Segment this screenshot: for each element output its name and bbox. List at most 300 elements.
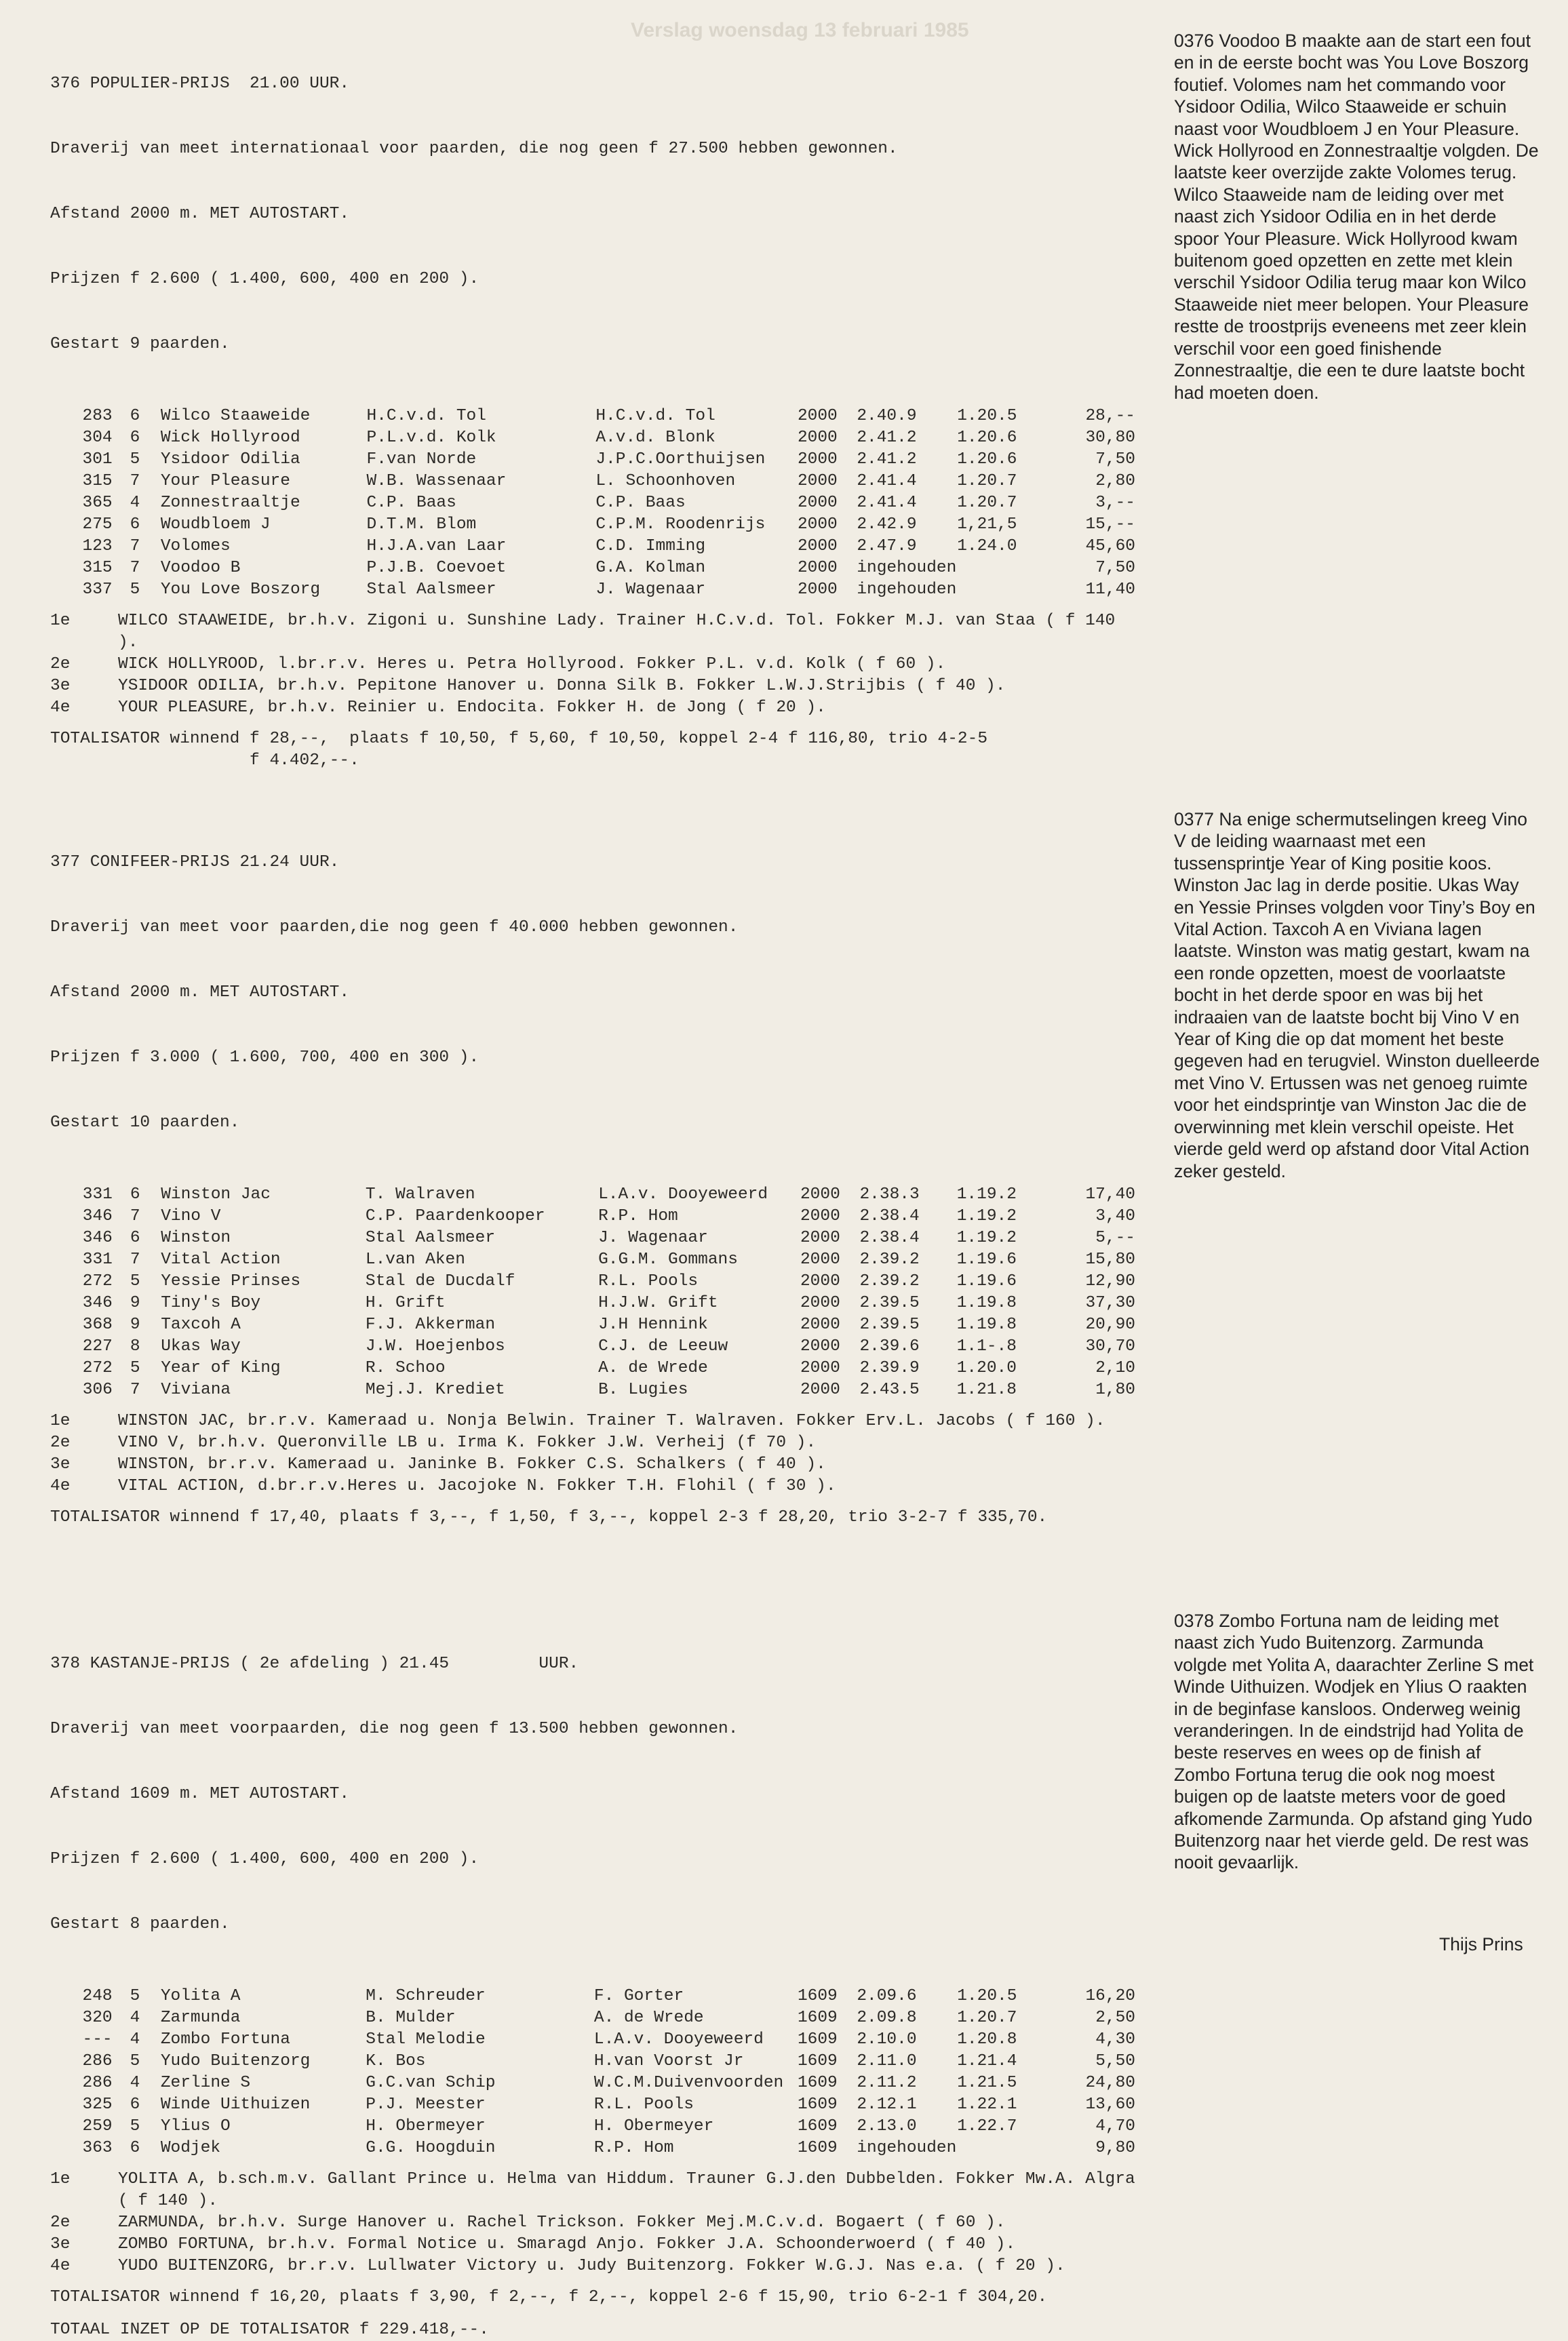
km-time bbox=[957, 579, 1055, 601]
driver: B. Mulder bbox=[366, 2009, 456, 2027]
placing-line bbox=[50, 697, 1135, 719]
horse-name: Ysidoor Odilia bbox=[160, 450, 300, 469]
odds: 3,-- bbox=[1095, 494, 1135, 512]
driver: L.van Aken bbox=[365, 1251, 465, 1269]
driver: W.B. Wassenaar bbox=[366, 472, 507, 490]
distance: 2000 bbox=[800, 1359, 840, 1377]
placing-details: YSIDOOR ODILIA, br.h.v. Pepitone Hanover u. Donna Silk B. Fokker L.W.J.Strijbis ( f 40 ). bbox=[118, 677, 1006, 695]
placing-line bbox=[50, 2169, 1135, 2212]
race-number-prev: 365 bbox=[82, 494, 113, 512]
driver: H. Grift bbox=[365, 1294, 446, 1312]
race-starters: Gestart 9 paarden. bbox=[50, 335, 230, 353]
trainer: H. Obermeyer bbox=[593, 2117, 714, 2136]
result-row bbox=[50, 449, 1135, 471]
result-row bbox=[50, 406, 1135, 427]
post-position: 4 bbox=[130, 494, 140, 512]
result-row bbox=[50, 2029, 1135, 2051]
horse-name: You Love Boszorg bbox=[160, 581, 321, 599]
result-row bbox=[50, 557, 1135, 579]
driver: P.J.B. Coevoet bbox=[366, 559, 507, 577]
driver: K. Bos bbox=[366, 2052, 426, 2070]
driver: Stal Melodie bbox=[366, 2030, 486, 2049]
result-row bbox=[50, 514, 1135, 536]
odds: 5,-- bbox=[1095, 1229, 1135, 1247]
km-time: 1.20.6 bbox=[957, 450, 1017, 469]
result-row bbox=[50, 1227, 1135, 1249]
trainer: W.C.M.Duivenvoorden bbox=[593, 2074, 784, 2092]
distance: 2000 bbox=[800, 1381, 840, 1399]
placing-line bbox=[50, 1411, 1135, 1432]
post-position: 7 bbox=[130, 472, 140, 490]
distance: 2000 bbox=[797, 407, 838, 425]
result-row bbox=[50, 1184, 1135, 1206]
driver: C.P. Baas bbox=[366, 494, 456, 512]
distance: 2000 bbox=[800, 1294, 840, 1312]
distance: 2000 bbox=[797, 581, 838, 599]
distance: 2000 bbox=[797, 494, 838, 512]
race-number-prev: 368 bbox=[82, 1316, 113, 1334]
distance: 2000 bbox=[800, 1251, 840, 1269]
totalisator: TOTALISATOR winnend f 28,--, plaats f 10,50, f 5,60, f 10,50, koppel 2-4 f 116,80, trio 4-2-5 f 4.402,--. bbox=[50, 730, 988, 770]
race-title: 378 KASTANJE-PRIJS ( 2e afdeling ) 21.45 UUR. bbox=[50, 1655, 579, 1673]
placing-details: ZARMUNDA, br.h.v. Surge Hanover u. Rachel Trickson. Fokker Mej.M.C.v.d. Bogaert ( f 60 ). bbox=[118, 2214, 1006, 2232]
driver: Stal Aalsmeer bbox=[366, 581, 496, 599]
race-number-prev: 248 bbox=[82, 1987, 113, 2005]
finish-time: 2.41.2 bbox=[857, 450, 917, 469]
odds: 45,60 bbox=[1085, 537, 1135, 555]
result-row bbox=[50, 1293, 1135, 1314]
finish-time: 2.41.4 bbox=[857, 472, 917, 490]
race-conditions: Draverij van meet internationaal voor paarden, die nog geen f 27.500 hebben gewonnen. bbox=[50, 140, 898, 158]
horse-name: Ylius O bbox=[160, 2117, 231, 2136]
odds: 11,40 bbox=[1085, 581, 1135, 599]
race-378 bbox=[50, 1610, 1135, 2341]
distance: 1609 bbox=[797, 2096, 838, 2114]
distance: 1609 bbox=[797, 2030, 838, 2049]
km-time: 1.19.2 bbox=[956, 1207, 1017, 1225]
race-number-prev: 315 bbox=[82, 559, 113, 577]
finish-time: 2.43.5 bbox=[859, 1381, 920, 1399]
distance: 2000 bbox=[800, 1337, 840, 1356]
race-header bbox=[50, 30, 1135, 399]
placing-rank: 4e bbox=[50, 1477, 71, 1495]
race-title: 377 CONIFEER-PRIJS 21.24 UUR. bbox=[50, 853, 340, 871]
km-time: 1.20.7 bbox=[957, 2009, 1017, 2027]
race-prizes: Prijzen f 3.000 ( 1.600, 700, 400 en 300 ). bbox=[50, 1048, 479, 1067]
odds: 2,10 bbox=[1095, 1359, 1135, 1377]
race-distance: Afstand 2000 m. MET AUTOSTART. bbox=[50, 205, 350, 223]
driver: Stal de Ducdalf bbox=[365, 1272, 515, 1291]
driver: R. Schoo bbox=[365, 1359, 446, 1377]
post-position: 5 bbox=[130, 1272, 140, 1291]
placing-line bbox=[50, 2256, 1135, 2277]
placing-details: WINSTON JAC, br.r.v. Kameraad u. Nonja Belwin. Trainer T. Walraven. Fokker Erv.L. Jacobs ( f 160 ). bbox=[118, 1412, 1105, 1430]
placing-line bbox=[50, 654, 1135, 675]
trainer: F. Gorter bbox=[593, 1987, 684, 2005]
horse-name: Yessie Prinses bbox=[161, 1272, 301, 1291]
post-position: 4 bbox=[130, 2009, 140, 2027]
trainer: R.P. Hom bbox=[598, 1207, 678, 1225]
race-number-prev: 286 bbox=[82, 2074, 113, 2092]
post-position: 6 bbox=[130, 429, 140, 447]
result-row bbox=[50, 2007, 1135, 2029]
driver: Mej.J. Krediet bbox=[365, 1381, 505, 1399]
result-row bbox=[50, 1358, 1135, 1379]
km-time bbox=[957, 2138, 1055, 2159]
odds: 16,20 bbox=[1085, 1987, 1135, 2005]
km-time: 1.20.8 bbox=[957, 2030, 1017, 2049]
placing-rank: 3e bbox=[50, 677, 71, 695]
finish-time: 2.38.3 bbox=[859, 1185, 920, 1204]
km-time: 1.22.1 bbox=[957, 2096, 1017, 2114]
finish-time: ingehouden bbox=[857, 559, 957, 577]
odds: 7,50 bbox=[1095, 559, 1135, 577]
odds: 24,80 bbox=[1085, 2074, 1135, 2092]
horse-name: Volomes bbox=[160, 537, 231, 555]
race-number-prev: 272 bbox=[82, 1272, 113, 1291]
horse-name: Winston Jac bbox=[161, 1185, 271, 1204]
result-row bbox=[50, 2072, 1135, 2094]
race-number-prev: 363 bbox=[82, 2139, 113, 2157]
odds: 7,50 bbox=[1095, 450, 1135, 469]
placing-line bbox=[50, 2234, 1135, 2256]
placing-details: YUDO BUITENZORG, br.r.v. Lullwater Victory u. Judy Buitenzorg. Fokker W.G.J. Nas e.a. ( f 20 ). bbox=[118, 2257, 1065, 2275]
placing-line bbox=[50, 1476, 1135, 1497]
race-comment-378: 0378 Zombo Fortuna nam de leiding met naast zich Yudo Buitenzorg. Zarmunda volgde met Yolita A, daarachter Zerline S met Winde Uithuizen. Wodjek en Ylius O raakten in de beginfase kansloos. Onderweg weinig veranderingen. In de eindstrijd had Yolita de beste reserves en wees op de finish af Zombo Fortuna terug die ook nog moest buigen op de laatste meters voor de goed afkomende Zarmunda. Op afstand ging Yudo Buitenzorg naar het vierde geld. De rest was nooit gevaarlijk. bbox=[1174, 1611, 1534, 1873]
odds: 2,50 bbox=[1095, 2009, 1135, 2027]
finish-time: ingehouden bbox=[857, 2139, 957, 2157]
driver: J.W. Hoejenbos bbox=[365, 1337, 505, 1356]
race-comment-377: 0377 Na enige schermutselingen kreeg Vino V de leiding waarnaast met een tussensprintje Year of King positie koos. Winston Jac lag in derde positie. Ukas Way en Yessie Prinses volgden voor Tiny’s Boy en Vital Action. Taxcoh A en Viviana lagen laatste. Winston was matig gestart, kwam na een ronde opzetten, moest de voorlaatste bocht in het derde spoor en was bij het indraaien van de laatste bocht bij Vino V en Year of King die op dat moment het beste gegeven had en terugviel. Winston duelleerde met Vino V. Ertussen was net genoeg ruimte voor het eindsprintje van Winston Jac die de overwinning met klein verschil opeiste. Het vierde geld werd op afstand door Vital Action zeker gesteld. bbox=[1174, 809, 1540, 1181]
post-position: 7 bbox=[130, 559, 140, 577]
result-row bbox=[50, 536, 1135, 557]
km-time: 1.19.2 bbox=[956, 1185, 1017, 1204]
trainer: C.J. de Leeuw bbox=[598, 1337, 728, 1356]
distance: 1609 bbox=[797, 2139, 838, 2157]
odds: 4,30 bbox=[1095, 2030, 1135, 2049]
total-stake: TOTAAL INZET OP DE TOTALISATOR f 229.418,--. bbox=[50, 2321, 489, 2339]
driver: P.J. Meester bbox=[366, 2096, 486, 2114]
km-time: 1.19.6 bbox=[956, 1251, 1017, 1269]
distance: 2000 bbox=[800, 1185, 840, 1204]
odds: 37,30 bbox=[1085, 1294, 1135, 1312]
distance: 2000 bbox=[797, 450, 838, 469]
finish-time: 2.39.2 bbox=[859, 1251, 920, 1269]
post-position: 9 bbox=[130, 1316, 140, 1334]
finish-time: 2.11.0 bbox=[857, 2052, 917, 2070]
race-number-prev: 346 bbox=[82, 1207, 113, 1225]
driver: C.P. Paardenkooper bbox=[365, 1207, 545, 1225]
post-position: 6 bbox=[130, 2139, 140, 2157]
finish-time: 2.39.6 bbox=[859, 1337, 920, 1356]
trainer: C.P. Baas bbox=[595, 494, 686, 512]
finish-time: 2.39.5 bbox=[859, 1316, 920, 1334]
distance: 1609 bbox=[797, 1987, 838, 2005]
race-prizes: Prijzen f 2.600 ( 1.400, 600, 400 en 200 ). bbox=[50, 1850, 479, 1868]
distance: 2000 bbox=[797, 429, 838, 447]
race-header bbox=[50, 808, 1135, 1177]
race-number-prev: 259 bbox=[82, 2117, 113, 2136]
race-number-prev: 272 bbox=[82, 1359, 113, 1377]
trainer: G.A. Kolman bbox=[595, 559, 706, 577]
driver: P.L.v.d. Kolk bbox=[366, 429, 496, 447]
post-position: 5 bbox=[130, 450, 140, 469]
horse-name: Woudbloem J bbox=[160, 515, 271, 534]
placing-line bbox=[50, 610, 1135, 654]
race-number-prev: 286 bbox=[82, 2052, 113, 2070]
finish-time: 2.09.8 bbox=[857, 2009, 917, 2027]
finish-time: 2.39.5 bbox=[859, 1294, 920, 1312]
placing-details: ZOMBO FORTUNA, br.h.v. Formal Notice u. Smaragd Anjo. Fokker J.A. Schoonderwoerd ( f 40 ). bbox=[118, 2235, 1016, 2254]
trainer: G.G.M. Gommans bbox=[598, 1251, 738, 1269]
race-number-prev: 123 bbox=[82, 537, 113, 555]
driver: F.J. Akkerman bbox=[365, 1316, 496, 1334]
placing-rank: 4e bbox=[50, 699, 71, 717]
odds: 15,-- bbox=[1085, 515, 1135, 534]
km-time: 1.1-.8 bbox=[956, 1337, 1017, 1356]
trainer: R.L. Pools bbox=[593, 2096, 694, 2114]
result-row bbox=[50, 2116, 1135, 2138]
horse-name: Winston bbox=[161, 1229, 231, 1247]
placing-line bbox=[50, 2212, 1135, 2234]
km-time: 1.19.8 bbox=[956, 1294, 1017, 1312]
placing-line bbox=[50, 1454, 1135, 1476]
placing-details: YOLITA A, b.sch.m.v. Gallant Prince u. Helma van Hiddum. Trauner G.J.den Dubbelden. Fokker Mw.A. Algra ( f 140 ). bbox=[118, 2170, 1135, 2210]
race-number-prev: 301 bbox=[82, 450, 113, 469]
post-position: 5 bbox=[130, 1359, 140, 1377]
finish-time: 2.47.9 bbox=[857, 537, 917, 555]
km-time bbox=[957, 557, 1055, 579]
author-signature: Thijs Prins bbox=[1439, 1934, 1523, 1954]
placing-rank: 2e bbox=[50, 1434, 71, 1452]
trainer: J. Wagenaar bbox=[595, 581, 706, 599]
results-table bbox=[50, 406, 1135, 601]
driver: M. Schreuder bbox=[366, 1987, 486, 2005]
race-number-prev: 346 bbox=[82, 1294, 113, 1312]
result-row bbox=[50, 1314, 1135, 1336]
race-starters: Gestart 8 paarden. bbox=[50, 1915, 230, 1933]
result-row bbox=[50, 2138, 1135, 2159]
odds: 17,40 bbox=[1085, 1185, 1135, 1204]
post-position: 7 bbox=[130, 1381, 140, 1399]
driver: D.T.M. Blom bbox=[366, 515, 477, 534]
odds: 28,-- bbox=[1085, 407, 1135, 425]
finish-time: 2.39.2 bbox=[859, 1272, 920, 1291]
distance: 1609 bbox=[797, 2009, 838, 2027]
placing-rank: 2e bbox=[50, 655, 71, 673]
race-number-prev: 346 bbox=[82, 1229, 113, 1247]
finish-time: 2.13.0 bbox=[857, 2117, 917, 2136]
result-row bbox=[50, 1271, 1135, 1293]
placing-details: VITAL ACTION, d.br.r.v.Heres u. Jacojoke N. Fokker T.H. Flohil ( f 30 ). bbox=[118, 1477, 836, 1495]
results-table bbox=[50, 1184, 1135, 1401]
placing-rank: 3e bbox=[50, 2235, 71, 2254]
placing-line bbox=[50, 675, 1135, 697]
km-time: 1.22.7 bbox=[957, 2117, 1017, 2136]
trainer: A. de Wrede bbox=[593, 2009, 704, 2027]
horse-name: Voodoo B bbox=[160, 559, 241, 577]
odds: 3,40 bbox=[1095, 1207, 1135, 1225]
result-row bbox=[50, 2051, 1135, 2072]
finish-time: 2.38.4 bbox=[859, 1229, 920, 1247]
post-position: 5 bbox=[130, 2052, 140, 2070]
race-number-prev: 315 bbox=[82, 472, 113, 490]
race-number-prev: 227 bbox=[82, 1337, 113, 1356]
race-number-prev: --- bbox=[82, 2030, 113, 2049]
odds: 5,50 bbox=[1095, 2052, 1135, 2070]
trainer: R.P. Hom bbox=[593, 2139, 674, 2157]
finish-time: 2.12.1 bbox=[857, 2096, 917, 2114]
distance: 2000 bbox=[797, 472, 838, 490]
finish-time: 2.39.9 bbox=[859, 1359, 920, 1377]
post-position: 4 bbox=[130, 2030, 140, 2049]
trainer: L.A.v. Dooyeweerd bbox=[593, 2030, 764, 2049]
placings bbox=[50, 1411, 1135, 1497]
race-number-prev: 331 bbox=[82, 1251, 113, 1269]
trainer: R.L. Pools bbox=[598, 1272, 699, 1291]
odds: 20,90 bbox=[1085, 1316, 1135, 1334]
race-number-prev: 283 bbox=[82, 407, 113, 425]
distance: 2000 bbox=[797, 559, 838, 577]
horse-name: Year of King bbox=[161, 1359, 281, 1377]
placing-rank: 1e bbox=[50, 2170, 71, 2188]
finish-time: 2.40.9 bbox=[857, 407, 917, 425]
post-position: 5 bbox=[130, 1987, 140, 2005]
km-time: 1.19.6 bbox=[956, 1272, 1017, 1291]
finish-time: 2.42.9 bbox=[857, 515, 917, 534]
placing-details: WICK HOLLYROOD, l.br.r.v. Heres u. Petra Hollyrood. Fokker P.L. v.d. Kolk ( f 60 ). bbox=[118, 655, 946, 673]
odds: 4,70 bbox=[1095, 2117, 1135, 2136]
finish-time: 2.11.2 bbox=[857, 2074, 917, 2092]
trainer: L. Schoonhoven bbox=[595, 472, 736, 490]
km-time: 1.19.2 bbox=[956, 1229, 1017, 1247]
result-row bbox=[50, 2094, 1135, 2116]
finish-time: 2.38.4 bbox=[859, 1207, 920, 1225]
race-number-prev: 304 bbox=[82, 429, 113, 447]
race-number-prev: 325 bbox=[82, 2096, 113, 2114]
finish-time: 2.10.0 bbox=[857, 2030, 917, 2049]
horse-name: Wilco Staaweide bbox=[160, 407, 311, 425]
totalisator: TOTALISATOR winnend f 16,20, plaats f 3,90, f 2,--, f 2,--, koppel 2-6 f 15,90, trio 6-2-1 f 304,20. bbox=[50, 2288, 1048, 2306]
result-row bbox=[50, 1336, 1135, 1358]
distance: 2000 bbox=[800, 1229, 840, 1247]
trainer: C.D. Imming bbox=[595, 537, 706, 555]
horse-name: Yudo Buitenzorg bbox=[160, 2052, 311, 2070]
result-row bbox=[50, 427, 1135, 449]
result-row bbox=[50, 1249, 1135, 1271]
driver: H.J.A.van Laar bbox=[366, 537, 507, 555]
horse-name: Tiny's Boy bbox=[161, 1294, 261, 1312]
horse-name: Ukas Way bbox=[161, 1337, 241, 1356]
race-starters: Gestart 10 paarden. bbox=[50, 1114, 240, 1132]
distance: 2000 bbox=[800, 1207, 840, 1225]
distance: 2000 bbox=[797, 537, 838, 555]
race-number-prev: 331 bbox=[82, 1185, 113, 1204]
odds: 2,80 bbox=[1095, 472, 1135, 490]
placing-line bbox=[50, 1432, 1135, 1454]
placing-details: WINSTON, br.r.v. Kameraad u. Janinke B. Fokker C.S. Schalkers ( f 40 ). bbox=[118, 1455, 826, 1474]
post-position: 5 bbox=[130, 581, 140, 599]
horse-name: Taxcoh A bbox=[161, 1316, 241, 1334]
km-time: 1.24.0 bbox=[957, 537, 1017, 555]
odds: 1,80 bbox=[1095, 1381, 1135, 1399]
trainer: J.H Hennink bbox=[598, 1316, 708, 1334]
km-time: 1.20.6 bbox=[957, 429, 1017, 447]
race-distance: Afstand 1609 m. MET AUTOSTART. bbox=[50, 1785, 350, 1803]
result-row bbox=[50, 492, 1135, 514]
driver: G.C.van Schip bbox=[366, 2074, 496, 2092]
placing-details: VINO V, br.h.v. Queronville LB u. Irma K. Fokker J.W. Verheij (f 70 ). bbox=[118, 1434, 817, 1452]
results-table bbox=[50, 1986, 1135, 2159]
km-time: 1.21.8 bbox=[956, 1381, 1017, 1399]
odds: 30,70 bbox=[1085, 1337, 1135, 1356]
horse-name: Your Pleasure bbox=[160, 472, 290, 490]
distance: 1609 bbox=[797, 2117, 838, 2136]
race-prizes: Prijzen f 2.600 ( 1.400, 600, 400 en 200 ). bbox=[50, 270, 479, 288]
trainer: J. Wagenaar bbox=[598, 1229, 708, 1247]
km-time: 1.19.8 bbox=[956, 1316, 1017, 1334]
distance: 2000 bbox=[800, 1316, 840, 1334]
horse-name: Zerline S bbox=[160, 2074, 251, 2092]
km-time: 1.21.4 bbox=[957, 2052, 1017, 2070]
post-position: 6 bbox=[130, 407, 140, 425]
trainer: A. de Wrede bbox=[598, 1359, 708, 1377]
post-position: 7 bbox=[130, 1207, 140, 1225]
odds: 15,80 bbox=[1085, 1251, 1135, 1269]
trainer: H.van Voorst Jr bbox=[593, 2052, 744, 2070]
post-position: 7 bbox=[130, 537, 140, 555]
placing-rank: 2e bbox=[50, 2214, 71, 2232]
post-position: 6 bbox=[130, 2096, 140, 2114]
distance: 1609 bbox=[797, 2074, 838, 2092]
driver: Stal Aalsmeer bbox=[365, 1229, 496, 1247]
horse-name: Vino V bbox=[161, 1207, 221, 1225]
result-row bbox=[50, 579, 1135, 601]
trainer: A.v.d. Blonk bbox=[595, 429, 716, 447]
race-header bbox=[50, 1610, 1135, 1979]
horse-name: Yolita A bbox=[160, 1987, 241, 2005]
placing-rank: 1e bbox=[50, 1412, 71, 1430]
result-row bbox=[50, 1986, 1135, 2007]
horse-name: Zonnestraaltje bbox=[160, 494, 300, 512]
km-time: 1,21,5 bbox=[957, 515, 1017, 534]
driver: T. Walraven bbox=[365, 1185, 475, 1204]
result-row bbox=[50, 1206, 1135, 1227]
trainer: C.P.M. Roodenrijs bbox=[595, 515, 766, 534]
finish-time: 2.41.4 bbox=[857, 494, 917, 512]
driver: F.van Norde bbox=[366, 450, 477, 469]
finish-time: 2.41.2 bbox=[857, 429, 917, 447]
race-377 bbox=[50, 808, 1135, 1529]
horse-name: Wodjek bbox=[160, 2139, 221, 2157]
race-conditions: Draverij van meet voor paarden,die nog geen f 40.000 hebben gewonnen. bbox=[50, 918, 739, 937]
placing-details: WILCO STAAWEIDE, br.h.v. Zigoni u. Sunshine Lady. Trainer H.C.v.d. Tol. Fokker M.J. van Staa ( f 140 ). bbox=[118, 612, 1116, 652]
horse-name: Wick Hollyrood bbox=[160, 429, 300, 447]
race-number-prev: 306 bbox=[82, 1381, 113, 1399]
odds: 12,90 bbox=[1085, 1272, 1135, 1291]
post-position: 6 bbox=[130, 1229, 140, 1247]
horse-name: Zombo Fortuna bbox=[160, 2030, 290, 2049]
post-position: 7 bbox=[130, 1251, 140, 1269]
race-number-prev: 337 bbox=[82, 581, 113, 599]
distance: 2000 bbox=[800, 1272, 840, 1291]
bleed-through-header: Verslag woensdag 13 februari 1985 bbox=[631, 19, 969, 41]
post-position: 8 bbox=[130, 1337, 140, 1356]
placing-rank: 1e bbox=[50, 612, 71, 630]
km-time: 1.20.7 bbox=[957, 494, 1017, 512]
odds: 30,80 bbox=[1085, 429, 1135, 447]
odds: 13,60 bbox=[1085, 2096, 1135, 2114]
